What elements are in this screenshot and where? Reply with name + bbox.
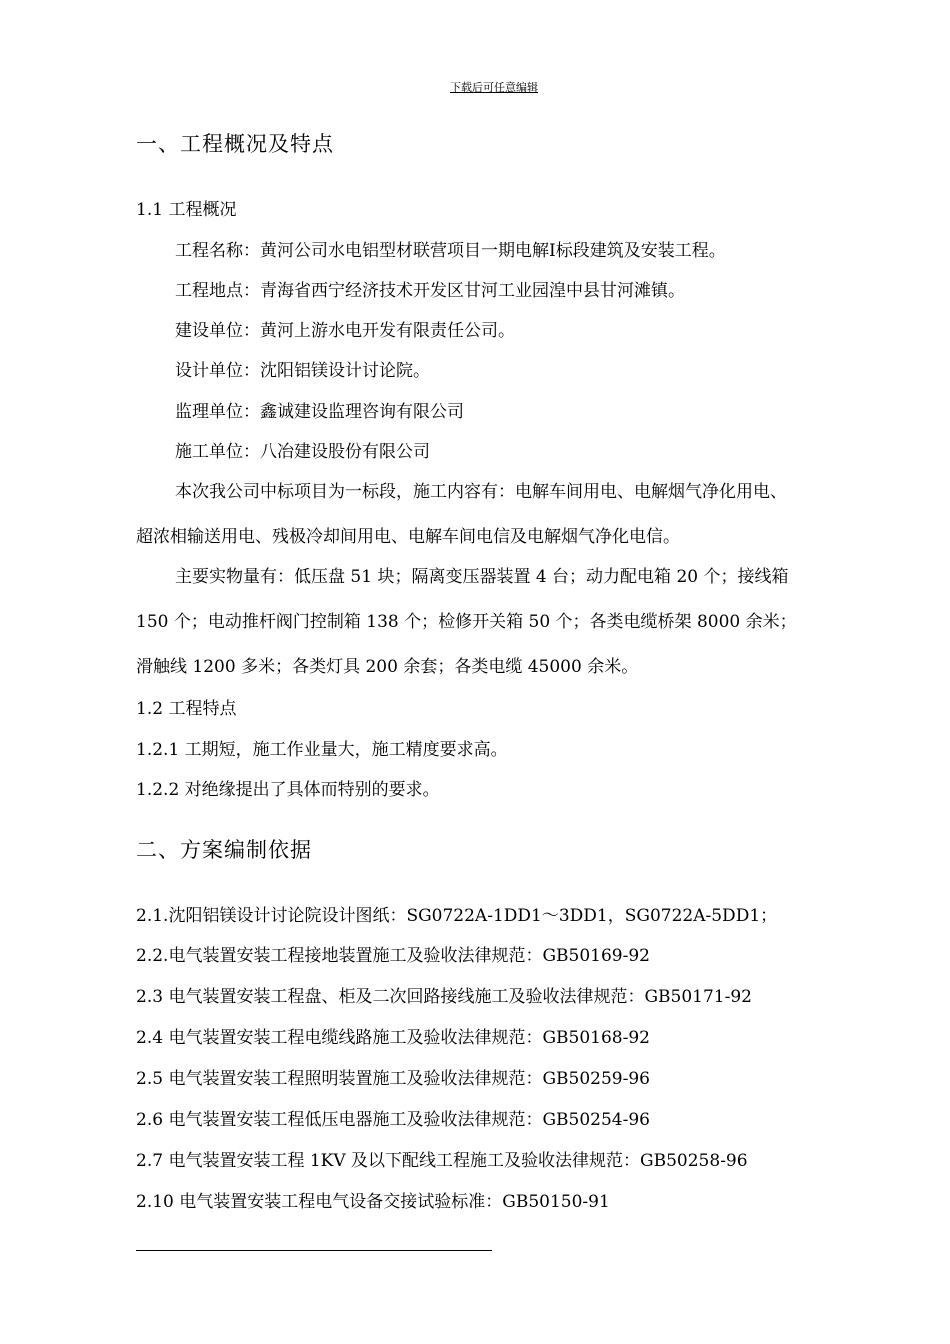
design-unit: 设计单位：沈阳铝镁设计讨论院。	[175, 361, 430, 381]
footnote-separator	[136, 1250, 492, 1251]
scope-paragraph-line-2: 超浓相输送用电、残极冷却间用电、电解车间电信及电解烟气净化电信。	[136, 527, 680, 547]
basis-item: 2.1.沈阳铝镁设计讨论院设计图纸：SG0722A-1DD1～3DD1，SG0722A-5DD1；	[136, 906, 778, 926]
page-header: 下载后可任意编辑	[450, 81, 538, 94]
basis-item: 2.6 电气装置安装工程低压电器施工及验收法律规范：GB50254-96	[136, 1110, 650, 1130]
basis-item: 2.3 电气装置安装工程盘、柜及二次回路接线施工及验收法律规范：GB50171-92	[136, 987, 752, 1007]
project-location: 工程地点：青海省西宁经济技术开发区甘河工业园湟中县甘河滩镇。	[175, 281, 685, 301]
basis-item: 2.7 电气装置安装工程 1KV 及以下配线工程施工及验收法律规范：GB50258-96	[136, 1151, 748, 1171]
subsection-1-1-heading: 1.1 工程概况	[136, 200, 237, 220]
scope-paragraph-line-1: 本次我公司中标项目为一标段，施工内容有：电解车间用电、电解烟气净化用电、	[175, 482, 787, 502]
basis-item: 2.4 电气装置安装工程电缆线路施工及验收法律规范：GB50168-92	[136, 1028, 650, 1048]
project-name: 工程名称：黄河公司水电铝型材联营项目一期电解Ⅰ标段建筑及安装工程。	[175, 241, 726, 261]
quantity-paragraph-line-1: 主要实物量有：低压盘 51 块；隔离变压器装置 4 台；动力配电箱 20 个；接线箱	[175, 567, 789, 587]
basis-item: 2.2.电气装置安装工程接地装置施工及验收法律规范：GB50169-92	[136, 946, 650, 966]
construction-unit: 施工单位：八冶建设股份有限公司	[175, 442, 430, 462]
quantity-paragraph-line-2: 150 个；电动推杆阀门控制箱 138 个；检修开关箱 50 个；各类电缆桥架 8000 余米；	[136, 612, 797, 632]
feature-item-1: 1.2.1 工期短，施工作业量大，施工精度要求高。	[136, 740, 508, 760]
supervision-unit: 监理单位：鑫诚建设监理咨询有限公司	[175, 402, 464, 422]
basis-item: 2.5 电气装置安装工程照明装置施工及验收法律规范：GB50259-96	[136, 1069, 650, 1089]
quantity-paragraph-line-3: 滑触线 1200 多米；各类灯具 200 余套；各类电缆 45000 余米。	[136, 657, 639, 677]
subsection-1-2-heading: 1.2 工程特点	[136, 699, 237, 719]
feature-item-2: 1.2.2 对绝缘提出了具体而特别的要求。	[136, 780, 440, 800]
section-2-heading: 二、方案编制依据	[136, 838, 312, 862]
owner-unit: 建设单位：黄河上游水电开发有限责任公司。	[175, 321, 515, 341]
section-1-heading: 一、工程概况及特点	[136, 132, 334, 156]
basis-item: 2.10 电气装置安装工程电气设备交接试验标准：GB50150-91	[136, 1192, 610, 1212]
